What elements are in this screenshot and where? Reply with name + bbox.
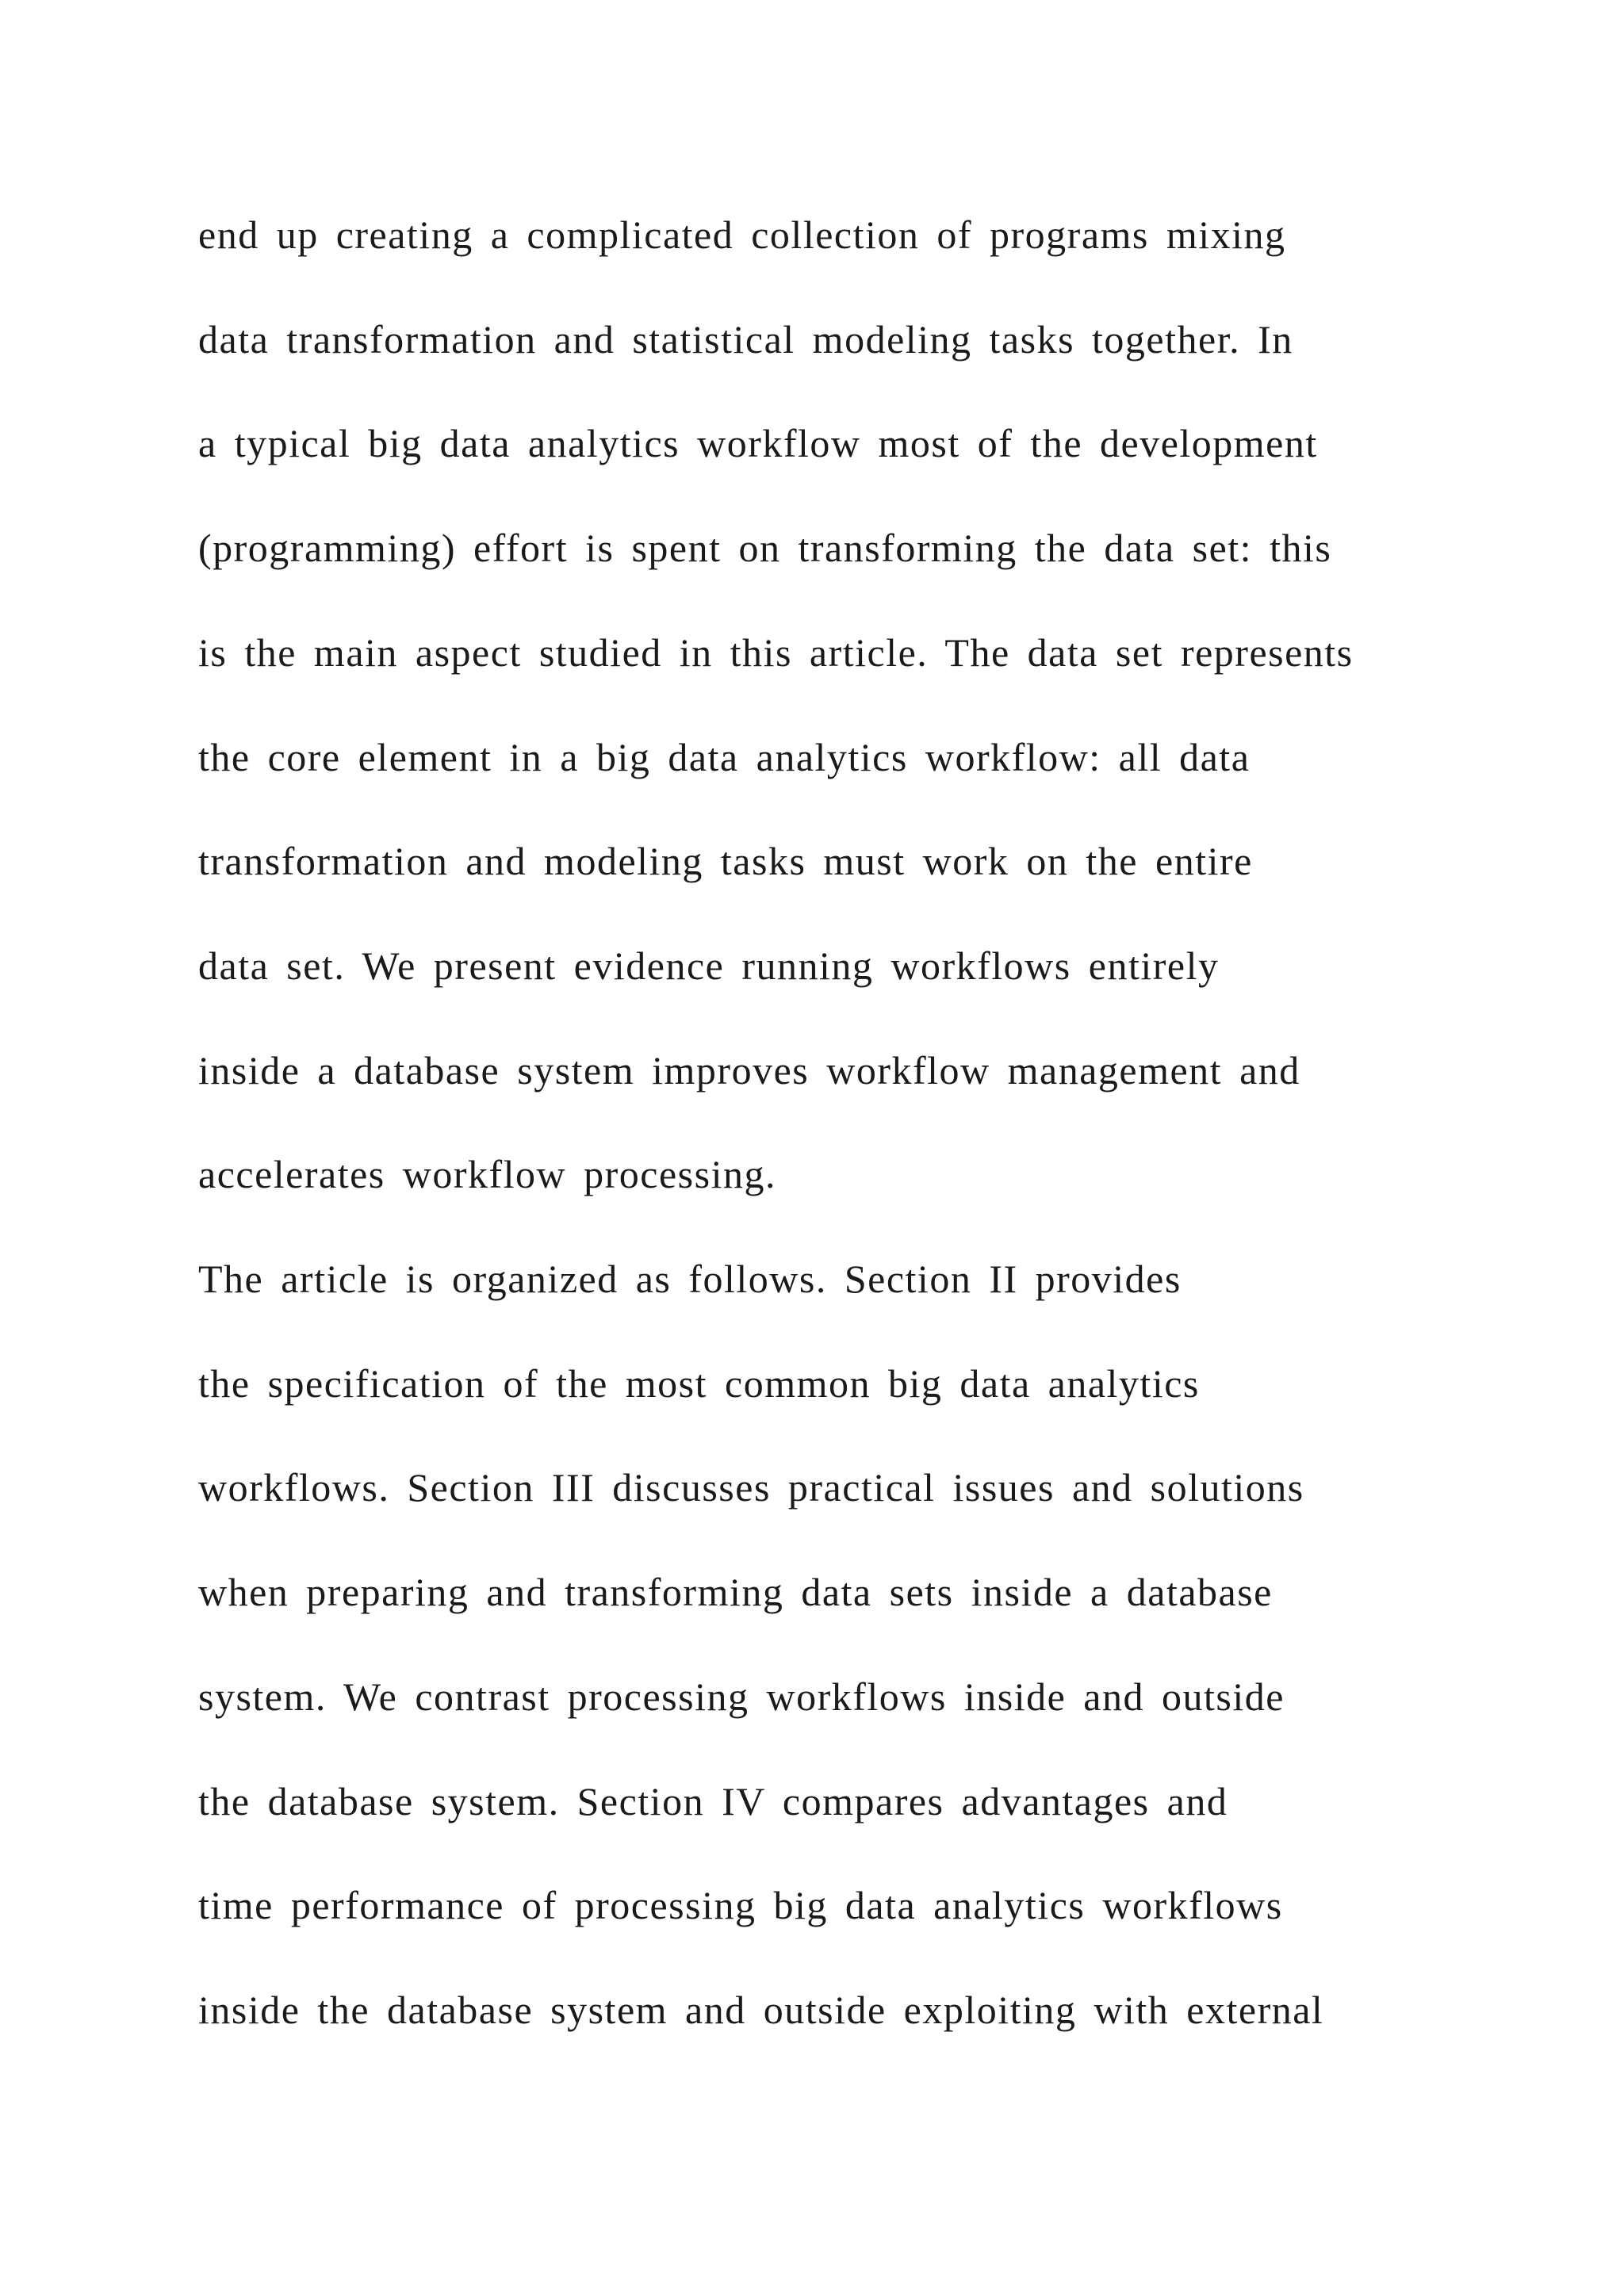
text-line: (programming) effort is spent on transforming the data set: this (198, 526, 1332, 571)
text-line: The article is organized as follows. Section II provides (198, 1257, 1182, 1302)
text-line: inside the database system and outside exploiting with external (198, 1987, 1324, 2032)
text-line: system. We contrast processing workflows inside and outside (198, 1674, 1285, 1719)
text-line: inside a database system improves workflow management and (198, 1047, 1300, 1093)
text-line: time performance of processing big data analytics workflows (198, 1883, 1283, 1928)
text-line: the specification of the most common big data analytics (198, 1360, 1200, 1406)
text-line: accelerates workflow processing. (198, 1152, 776, 1197)
text-line: transformation and modeling tasks must work on the entire (198, 839, 1253, 884)
text-line: a typical big data analytics workflow most of the development (198, 421, 1318, 466)
text-line: data set. We present evidence running workflows entirely (198, 943, 1220, 988)
text-line: the core element in a big data analytics workflow: all data (198, 734, 1251, 779)
text-line: data transformation and statistical modeling tasks together. In (198, 316, 1293, 362)
text-line: is the main aspect studied in this article. The data set represents (198, 629, 1354, 675)
text-line: the database system. Section IV compares advantages and (198, 1778, 1228, 1823)
text-line: end up creating a complicated collection of programs mixing (198, 212, 1286, 257)
text-line: when preparing and transforming data sets inside a database (198, 1570, 1273, 1615)
text-line: workflows. Section III discusses practical issues and solutions (198, 1465, 1304, 1510)
body-text (198, 183, 1467, 2063)
